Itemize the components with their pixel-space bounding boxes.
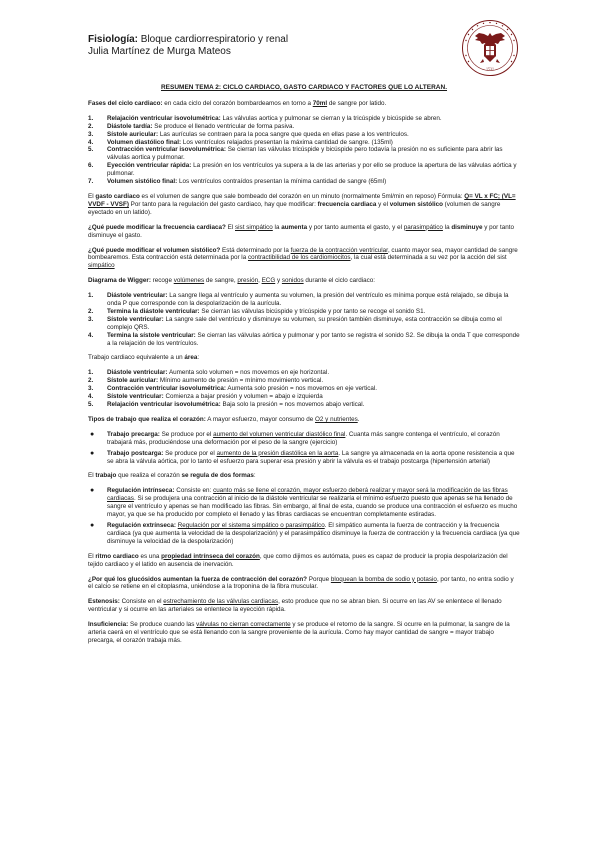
item-number: 2. (88, 122, 94, 130)
text: y (275, 277, 282, 285)
text: Consiste en el (119, 598, 164, 606)
list-item (88, 162, 520, 178)
underlined-text: volúmenes (173, 277, 205, 285)
text: es el volumen de sangre que sale bombeado del corazón en un minuto (normalmente 5ml/min en reposo) Fórmula: (139, 192, 465, 200)
fases-underlined: 70ml (312, 99, 328, 107)
bold-text: se regula de dos formas (181, 472, 254, 480)
bold-text: Diagrama de Wigger: (88, 277, 151, 285)
item-bold: Trabajo precarga: (107, 430, 160, 438)
bold-text: volumen sistólico (389, 200, 443, 208)
trabajo-area-paragraph (88, 354, 520, 362)
list-item (88, 393, 520, 401)
regula-paragraph (88, 472, 520, 480)
list-item (88, 308, 520, 316)
bold-underlined-text: propiedad intrínseca del corazón (161, 552, 260, 560)
header-subject (88, 34, 288, 45)
header-subject-rest: Bloque cardiorrespiratorio y renal (138, 34, 289, 45)
text: y el (376, 200, 390, 208)
volumen-paragraph (88, 247, 520, 271)
list-item (88, 332, 520, 348)
svg-text:1531: 1531 (486, 66, 494, 72)
item-number: 6. (88, 162, 94, 170)
text: de sangre, (204, 277, 238, 285)
item-number: 3. (88, 130, 94, 138)
insuficiencia-paragraph (88, 621, 520, 645)
item-bold: Sístole auricular: (107, 377, 159, 385)
fases-list (88, 115, 520, 186)
item-number: 4. (88, 138, 94, 146)
text: , esto produce que no se abran bien. Si ocurre en las AV se enlentece el llenado ventricular y si ocurre en las arteriales se enlentece la eyección rápida. (88, 598, 502, 614)
item-text: La sangre llega al ventrículo y aumenta su volumen, la presión del ventrículo es mínima porque está relajado, se dibuja la onda P que corresponde con la despolarización de la aurícula. (107, 292, 509, 308)
text: , (258, 277, 262, 285)
question: ¿Por qué los glucósidos aumentan la fuerza de contracción del corazón? (88, 575, 308, 583)
text: (volumen de sangre eyectado en un latido). (88, 200, 501, 216)
text: , la cual está determinada a su vez por la acción del sist (350, 254, 507, 262)
item-bold: Diástole tardía: (107, 122, 153, 130)
item-number: 3. (88, 385, 94, 393)
list-item (88, 139, 520, 147)
list-item (88, 369, 520, 377)
list-item (88, 401, 520, 409)
item-number: 1. (88, 292, 94, 300)
underlined-text: presión (237, 277, 259, 285)
underlined-text: cuanto más se llene el corazón, mayor esfuerzo deberá realizar y mayor será la modificación de las fibras cardiacas (107, 487, 508, 503)
fases-label: Fases del ciclo cardiaco: (88, 99, 163, 107)
item-number: 5. (88, 146, 94, 154)
item-text: La presión en los ventrículos ya supera a la de las arterias y por ello se produce la apertura de las válvulas aórtica y pulmonar. (107, 162, 517, 178)
question: ¿Qué puede modificar el volumen sistólico? (88, 246, 221, 254)
text: Está determinado por la (220, 246, 291, 254)
item-number: 1. (88, 114, 94, 122)
item-text: Los ventrículos relajados presentan la máxima cantidad de sangre. (135ml) (181, 138, 393, 146)
item-text: Se produce el llenado ventricular de forma pasiva. (152, 122, 295, 130)
underlined-text: O2 y nutrientes (315, 415, 358, 423)
regula-list (88, 487, 520, 545)
item-text: Las aurículas se contraen para la poca sangre que queda en ellas pase a los ventrículos. (158, 130, 409, 138)
item-text: Se produce por el (163, 449, 217, 457)
ritmo-paragraph (88, 553, 520, 569)
list-item (88, 385, 520, 393)
area-list (88, 369, 520, 409)
bold-text: Insuficiencia: (88, 621, 129, 629)
item-text: Las válvulas aortica y pulmonar se cierran y la tricúspide y bicúspide se abren. (220, 114, 442, 122)
bullet-item (88, 522, 520, 546)
text: la (272, 223, 282, 231)
item-bold: Sístole ventricular: (107, 393, 164, 401)
text: El (88, 552, 96, 560)
text: , que como dijimos es autómata, pues es capaz de producir la propia despolarización del tejido cardiaco y el latido en ausencia de inervación. (88, 552, 508, 568)
text: . (357, 415, 360, 423)
item-text: La sangre sale del ventrículo y disminuye su volumen, su presión también disminuye, esta contracción se dibuja como el complejo QRS. (107, 315, 502, 331)
list-item (88, 146, 520, 162)
item-number: 2. (88, 307, 94, 315)
fases-paragraph (88, 100, 520, 108)
item-bold: Diástole ventricular: (107, 369, 168, 377)
list-item (88, 115, 520, 123)
item-number: 4. (88, 331, 94, 339)
item-text: . El simpático aumenta la fuerza de contracción y la frecuencia cardiaca (ya que aumenta la velocidad de la despolarización) y el parasimpático disminuye la fuerza de contracción y la frecuencia cardiaca (ya que disminuye la velocidad de la despolarización) (107, 521, 520, 545)
list-item (88, 316, 520, 332)
document-body (88, 84, 520, 652)
bold-text: área (184, 354, 198, 362)
item-bold: Relajación ventricular isovolumétrica: (107, 401, 221, 408)
bullet-icon: ● (90, 521, 95, 529)
text: : (197, 354, 200, 362)
text: El (88, 192, 96, 200)
bullet-icon: ● (90, 487, 95, 495)
text: , por tanto, no entra sodio y el calcio se retiene en el citoplasma, uniéndose a la troponina de la fibra muscular. (88, 575, 514, 591)
bold-text: disminuye (451, 223, 483, 231)
bullet-item (88, 431, 520, 447)
bullet-icon: ● (90, 449, 95, 457)
bold-text: Tipos de trabajo que realiza el corazón: (88, 415, 206, 423)
item-text: Comienza a bajar presión y volumen = abajo e izquierda (163, 393, 323, 401)
tipos-paragraph (88, 416, 520, 424)
item-text: Se cierran las válvulas tricúspide y bicúspide pero todavía la presión no es suficiente para abrir las válvulas aortica y pulmonar. (107, 146, 503, 162)
text: durante el ciclo cardiaco: (303, 277, 376, 285)
formula: Q= VL x FC; (VL= VVDF - VVSF) (88, 192, 516, 208)
text: la (442, 223, 452, 231)
item-text: Aumenta solo volumen = nos movemos en eje horizontal. (167, 369, 330, 377)
item-text: Los ventrículos contraídos presentan la mínima cantidad de sangre (65ml) (177, 178, 387, 186)
underlined-text: sist simpático (235, 223, 273, 231)
fases-text-2: de sangre por latido. (327, 99, 387, 107)
item-bold: Sístole ventricular: (107, 315, 164, 323)
text: A mayor esfuerzo, mayor consumo de (205, 415, 316, 423)
text: Trabajo cardiaco equivalente a un (88, 354, 185, 362)
list-item (88, 377, 520, 385)
text: El (88, 472, 96, 480)
item-bold: Trabajo postcarga: (107, 449, 164, 457)
header-author: Julia Martínez de Murga Mateos (88, 46, 231, 57)
item-text: Se produce por el (159, 430, 214, 438)
item-number: 3. (88, 315, 94, 323)
text: y se produce el retorno de la sangre. Si ocurre en la pulmonar, la sangre de la arteria caerá en el ventrículo que se está llenando con la sangre proveniente de la aurícula. Como hay mayor cantidad de sangre = mayor trabajo precarga, el corazón trabaja más. (88, 621, 510, 644)
bullet-icon: ● (90, 430, 95, 438)
item-bold: Volumen sistólico final: (107, 178, 178, 186)
bold-text: trabajo (95, 472, 117, 480)
text: que realiza el corazón (116, 472, 182, 480)
item-bold: Termina la sístole ventricular: (107, 331, 196, 339)
item-bold: Regulación intrínseca: (107, 487, 175, 495)
list-item (88, 178, 520, 186)
item-bold: Diástole ventricular: (107, 292, 168, 300)
text: Porque (307, 575, 331, 583)
item-text: Baja solo la presión = nos movemos abajo vertical. (220, 401, 365, 408)
bullet-item (88, 450, 520, 466)
bullet-item (88, 487, 520, 519)
bold-text: Estenosis: (88, 598, 120, 606)
item-text: . Cuanta más sangre contenga el ventrículo, el corazón trabajará más, produciéndose una deformación por el peso de la sangre (ejercicio) (107, 430, 500, 446)
header-subject-bold: Fisiología: (88, 34, 138, 45)
item-number: 5. (88, 401, 94, 408)
item-text: Mínimo aumento de presión = mínimo movimiento vertical. (158, 377, 324, 385)
text: : (253, 472, 256, 480)
fases-text-1: en cada ciclo del corazón bombardeamos en torno a (162, 99, 313, 107)
document-title: RESUMEN TEMA 2: CICLO CARDIACO, GASTO CARDIACO Y FACTORES QUE LO ALTERAN. (160, 84, 448, 91)
bold-text: gasto cardiaco (95, 192, 140, 200)
item-text: . Si se produjera una contracción al inicio de la diástole ventricular se realizaría el mínimo esfuerzo puesto que apenas se ha llenado de sangre el ventrículo y apenas se han modificado las fibras. Sin embargo, al final de esta, cuando se produce una contracción el esfuerzo es mucho mayor, ya que se ha producido por completo el llenado y las fibras cardiacas se encuentran completamente estiradas. (107, 495, 518, 519)
question: ¿Qué puede modificar la frecuencia cardiaca? (88, 223, 226, 231)
bold-text: frecuencia cardiaca (317, 200, 377, 208)
item-number: 2. (88, 377, 94, 385)
item-number: 7. (88, 178, 94, 186)
item-text: Se cierran las válvulas aórtica y pulmonar y por tanto se registra el sonido S2. Se dibuja la onda T que corresponde a la relajación de los ventrículos. (107, 331, 520, 347)
bold-text: ritmo cardiaco (95, 552, 139, 560)
frecuencia-paragraph (88, 224, 520, 240)
list-item (88, 131, 520, 139)
list-item (88, 292, 520, 308)
tipos-list (88, 431, 520, 466)
text: , cuanto mayor sea, mayor cantidad de sangre bombearemos. Esta contracción está determinada por la (88, 246, 518, 262)
item-text: Consiste en: (174, 487, 214, 495)
underlined-text: Regulación por el sistema simpático o parasimpático (177, 521, 325, 529)
item-text: Se cierran las válvulas bicúspide y tricúspide y por tanto se recoge el sonido S1. (199, 307, 426, 315)
item-bold: Volumen diastólico final: (107, 138, 182, 146)
list-item (88, 123, 520, 131)
item-bold: Sístole auricular: (107, 130, 159, 138)
text: El (225, 223, 235, 231)
gasto-paragraph (88, 193, 520, 217)
text: es una (138, 552, 162, 560)
item-bold: Eyección ventricular rápida: (107, 162, 192, 170)
underlined-text: bloquean la bomba de sodio y potasio (330, 575, 437, 583)
item-bold: Termina la diástole ventricular: (107, 307, 200, 315)
text: Por tanto para la regulación del gasto cardiaco, hay que modificar: (128, 200, 318, 208)
wigger-list (88, 292, 520, 347)
item-text: Aumenta solo presión = nos movemos en eje vertical. (225, 385, 378, 393)
text: recoge (150, 277, 174, 285)
item-bold: Contracción ventricular isovolumétrica: (107, 146, 226, 154)
bold-text: aumenta (281, 223, 308, 231)
underlined-text: simpático (88, 262, 115, 270)
text: Se produce cuando las (128, 621, 197, 629)
item-bold: Contracción ventricular isovolumétrica: (107, 385, 226, 393)
underlined-text: ECG (261, 277, 276, 285)
underlined-text: fuerza de la contracción ventricular (290, 246, 388, 254)
underlined-text: estrechamiento de las válvulas cardiacas (163, 598, 279, 606)
underlined-text: parasimpático (403, 223, 443, 231)
underlined-text: contractibilidad de los cardiomiocitos (247, 254, 351, 262)
underlined-text: aumento de la presión diastólica en la aorta (216, 449, 339, 457)
university-seal-logo (461, 19, 519, 77)
underlined-text: aumento del volumen ventricular diastólico final (213, 430, 346, 438)
underlined-text: válvulas no cierran correctamente (196, 621, 291, 629)
item-number: 4. (88, 393, 94, 401)
estenosis-paragraph (88, 598, 520, 614)
item-bold: Relajación ventricular isovolumétrica: (107, 114, 221, 122)
item-text: . La sangre ya almacenada en la aorta opone resistencia a que se abra la válvula aórtica, por lo tanto el esfuerzo para superar esa presión y abrir la válvula es el trabajo postcarga (hipertensión arterial) (107, 449, 515, 465)
text: y por tanto disminuye el gasto. (88, 223, 514, 239)
glucosidos-paragraph (88, 576, 520, 592)
wigger-paragraph (88, 277, 520, 285)
underlined-text: sonidos (281, 277, 304, 285)
item-number: 1. (88, 369, 94, 377)
text: y por tanto aumenta el gasto, y el (307, 223, 404, 231)
item-bold: Regulación extrínseca: (107, 521, 176, 529)
